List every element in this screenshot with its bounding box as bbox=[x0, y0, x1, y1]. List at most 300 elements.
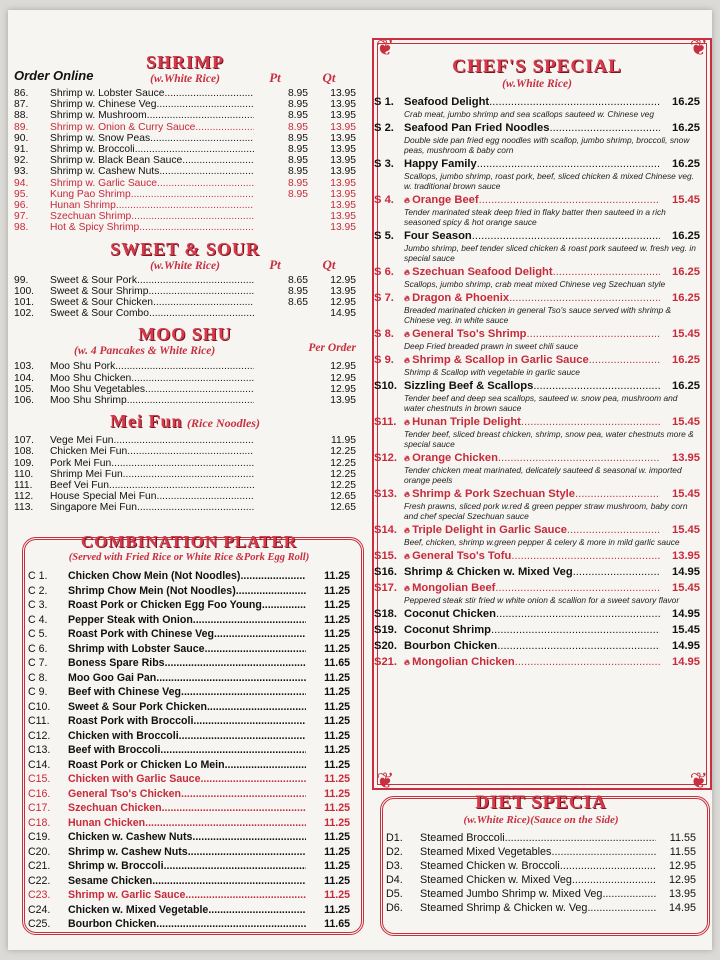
item-number: S20. bbox=[374, 640, 398, 652]
item-description: Tender beef, sliced breast chicken, shrimp, snow pea, water chestnuts more & special sauce bbox=[404, 429, 694, 449]
menu-item-row[interactable] bbox=[14, 446, 356, 457]
item-description: Tender marinated steak deep fried in flaky batter then sauteed in a rich seasoned spicy & hot orange sauce bbox=[404, 207, 666, 227]
item-number: S10. bbox=[374, 380, 398, 392]
item-name bbox=[404, 194, 660, 207]
item-number: 97. bbox=[14, 211, 29, 223]
item-price: 11.25 bbox=[324, 599, 350, 611]
item-name: Boness Spare Ribs ..... bbox=[68, 656, 306, 671]
item-number: C 9. bbox=[28, 686, 48, 698]
item-name-text: Seafood Delight bbox=[404, 96, 490, 108]
item-number: C15. bbox=[28, 773, 51, 785]
menu-item-row[interactable] bbox=[28, 845, 350, 860]
hot-spicy-icon: 🔥︎ bbox=[404, 268, 413, 277]
item-price-pint: 8.95 bbox=[287, 121, 308, 133]
item-price-pint: 8.95 bbox=[287, 132, 308, 144]
menu-item-row[interactable] bbox=[14, 361, 356, 372]
item-name bbox=[404, 158, 660, 171]
menu-item-row[interactable] bbox=[28, 917, 350, 932]
item-name bbox=[404, 608, 660, 621]
item-name: Pork Mei Fun ..... bbox=[50, 458, 254, 469]
item-name: Moo Shu Shrimp ..... bbox=[50, 395, 254, 406]
item-name: Hunan Chicken ..... bbox=[68, 816, 306, 831]
menu-item-row[interactable] bbox=[14, 286, 356, 297]
menu-item-row[interactable] bbox=[28, 888, 350, 903]
item-name bbox=[404, 230, 660, 243]
item-price: 11.65 bbox=[324, 657, 350, 669]
item-price: 13.95 bbox=[330, 211, 356, 223]
item-name bbox=[404, 488, 660, 501]
item-price: 12.65 bbox=[330, 491, 356, 503]
item-number: 103. bbox=[14, 361, 35, 373]
chef-special-item[interactable] bbox=[374, 524, 700, 547]
left-column bbox=[14, 52, 356, 514]
chef-special-item[interactable] bbox=[374, 608, 700, 621]
item-price: 13.95 bbox=[672, 550, 700, 562]
item-number: 111. bbox=[14, 480, 33, 492]
chef-special-item[interactable] bbox=[374, 566, 700, 579]
item-name: Shrimp w. Onion & Curry Sauce ..... bbox=[50, 122, 254, 133]
chef-special-item[interactable] bbox=[374, 328, 700, 351]
item-price: 11.25 bbox=[324, 787, 350, 800]
chef-special-item[interactable] bbox=[374, 582, 700, 605]
item-price: 11.25 bbox=[324, 700, 350, 713]
chef-special-item[interactable] bbox=[374, 452, 700, 485]
qt-header: Qt bbox=[322, 70, 336, 85]
item-number: D1. bbox=[386, 832, 403, 844]
menu-item-row[interactable] bbox=[28, 874, 350, 889]
menu-item-row[interactable] bbox=[28, 569, 350, 584]
section-title: CHEF'S SPECIAL bbox=[452, 56, 622, 77]
menu-item-row[interactable] bbox=[14, 297, 356, 308]
item-price: 13.95 bbox=[330, 222, 356, 234]
menu-item-row[interactable] bbox=[28, 627, 350, 642]
sweet-sour-list bbox=[14, 275, 356, 320]
menu-item-row[interactable] bbox=[14, 275, 356, 286]
item-description: Deep Fried breaded prawn in sweet chili sauce bbox=[404, 341, 579, 351]
item-number: C13. bbox=[28, 744, 51, 756]
item-name-text: Triple Delight in Garlic Sauce bbox=[412, 524, 567, 536]
item-number: C11. bbox=[28, 715, 50, 727]
menu-item-row[interactable] bbox=[14, 373, 356, 384]
item-name bbox=[404, 354, 660, 367]
item-price: 12.95 bbox=[330, 297, 356, 309]
item-price-pint: 8.95 bbox=[287, 177, 308, 189]
item-price: 14.95 bbox=[668, 902, 696, 914]
menu-item-row[interactable] bbox=[28, 613, 350, 628]
item-name: Shrimp w. Broccoli ..... bbox=[68, 859, 306, 874]
item-number: 109. bbox=[14, 457, 35, 469]
chef-special-item[interactable] bbox=[374, 550, 700, 563]
menu-item-row[interactable] bbox=[14, 88, 356, 99]
item-name: Moo Shu Vegetables ..... bbox=[50, 384, 254, 395]
item-price-pint: 8.95 bbox=[287, 155, 308, 167]
menu-item-row[interactable] bbox=[14, 178, 356, 189]
item-name: Sweet & Sour Shrimp ..... bbox=[50, 286, 254, 297]
item-name: Szechuan Chicken ..... bbox=[68, 801, 306, 816]
section-subtitle: (w.White Rice)(Sauce on the Side) bbox=[463, 814, 619, 826]
item-number: 105. bbox=[14, 383, 35, 395]
chef-special-item[interactable] bbox=[374, 640, 700, 653]
item-price: 11.25 bbox=[324, 816, 350, 829]
item-number: D6. bbox=[386, 902, 403, 914]
moo-shu-section-header bbox=[14, 324, 356, 357]
menu-item-row[interactable] bbox=[28, 903, 350, 918]
diet-list bbox=[386, 831, 696, 915]
item-price: 11.25 bbox=[324, 642, 350, 655]
item-price-pint: 8.95 bbox=[287, 99, 308, 111]
item-number: 92. bbox=[14, 155, 29, 167]
item-name: Sesame Chicken ..... bbox=[68, 874, 306, 889]
chef-special-item[interactable] bbox=[374, 354, 700, 377]
item-number: S17. bbox=[374, 582, 398, 594]
item-number: C20. bbox=[28, 845, 51, 858]
menu-item-row[interactable] bbox=[28, 584, 350, 599]
item-description: Beef, chicken, shrimp w.green pepper & celery & more in mild garlic sauce bbox=[404, 537, 680, 547]
item-name-text: Coconut Chicken bbox=[404, 608, 496, 620]
item-name-text: General Tso's Tofu bbox=[412, 550, 512, 562]
item-price: 13.95 bbox=[330, 88, 356, 99]
item-number: C18. bbox=[28, 816, 51, 829]
item-price: 16.25 bbox=[672, 230, 700, 242]
pt-header: Pt bbox=[269, 70, 281, 85]
item-number: C 5. bbox=[28, 628, 48, 640]
item-description: Tender beef and deep sea scallops, sauteed w. snow pea, mushroom and water chestnuts in brown sauce bbox=[404, 393, 678, 413]
item-description: Scallops, jumbo shrimp, roast pork, beef, sliced chicken & mixed Chinese veg. w. traditional brown sauce bbox=[404, 171, 695, 191]
item-number: C12. bbox=[28, 729, 51, 742]
item-price: 13.95 bbox=[330, 99, 356, 111]
per-order-header: Per Order bbox=[308, 342, 356, 355]
menu-item-row[interactable] bbox=[14, 491, 356, 502]
item-name-text: Shrimp & Chicken w. Mixed Veg bbox=[404, 566, 573, 578]
item-number: C25. bbox=[28, 918, 51, 930]
item-number: C14. bbox=[28, 758, 51, 771]
chef-special-row bbox=[374, 122, 700, 135]
item-name: Shrimp w. Black Bean Sauce ..... bbox=[50, 155, 254, 166]
item-price: 14.95 bbox=[672, 640, 700, 652]
item-price: 13.95 bbox=[330, 200, 356, 212]
chef-special-item[interactable] bbox=[374, 122, 700, 155]
menu-item-row[interactable] bbox=[28, 700, 350, 715]
menu-item-row[interactable] bbox=[14, 469, 356, 480]
menu-item-row[interactable] bbox=[14, 166, 356, 177]
order-online-label[interactable]: Order Online bbox=[14, 68, 94, 83]
chef-special-row bbox=[374, 230, 700, 243]
item-name: Steamed Jumbo Shrimp w. Mixed Veg ..... bbox=[420, 887, 656, 901]
item-name: Steamed Shrimp & Chicken w. Veg ..... bbox=[420, 901, 656, 915]
item-number: C16. bbox=[28, 787, 51, 800]
item-name: Shrimp w. Broccoli ..... bbox=[50, 144, 254, 155]
menu-item-row[interactable] bbox=[14, 99, 356, 110]
menu-item-row[interactable] bbox=[386, 873, 696, 887]
section-subtitle: (w.White Rice) bbox=[150, 259, 220, 272]
item-name: Moo Shu Chicken ..... bbox=[50, 373, 254, 384]
item-number: 102. bbox=[14, 308, 35, 320]
item-name: Sweet & Sour Pork Chicken ..... bbox=[68, 700, 306, 715]
item-description: Crab meat, jumbo shrimp and sea scallops sauteed w. Chinese veg bbox=[404, 109, 654, 119]
item-name: Shrimp w. Garlic Sauce ..... bbox=[68, 888, 306, 903]
item-name-text: Hunan Triple Delight bbox=[412, 416, 521, 428]
item-price: 13.95 bbox=[330, 144, 356, 156]
menu-item-row[interactable] bbox=[28, 743, 350, 758]
menu-item-row[interactable] bbox=[28, 642, 350, 657]
item-price: 12.95 bbox=[330, 372, 356, 384]
section-subtitle: (w.White Rice) bbox=[502, 78, 572, 90]
menu-item-row[interactable] bbox=[386, 859, 696, 873]
item-name: Steamed Chicken w. Mixed Veg ..... bbox=[420, 873, 656, 887]
item-name-text: General Tso's Shrimp bbox=[412, 328, 527, 340]
chef-special-row bbox=[374, 582, 700, 595]
item-price: 11.95 bbox=[330, 435, 356, 447]
item-name: Roast Pork with Chinese Veg ..... bbox=[68, 627, 306, 642]
item-name: Bourbon Chicken ..... bbox=[68, 917, 306, 932]
item-price-pint: 8.65 bbox=[287, 297, 308, 309]
item-name: Chicken w. Mixed Vegetable ..... bbox=[68, 903, 306, 918]
chef-special-row bbox=[374, 566, 700, 579]
chef-special-item[interactable] bbox=[374, 488, 700, 521]
item-number: 100. bbox=[14, 285, 35, 297]
chef-special-item[interactable] bbox=[374, 656, 700, 669]
item-name-text: Shrimp & Scallop in Garlic Sauce bbox=[412, 354, 589, 366]
chef-special-item[interactable] bbox=[374, 158, 700, 191]
hot-spicy-icon: 🔥︎ bbox=[404, 294, 413, 303]
item-number: 110. bbox=[14, 468, 34, 480]
item-price: 11.25 bbox=[324, 729, 350, 742]
item-number: S 5. bbox=[374, 230, 394, 242]
menu-item-row[interactable] bbox=[386, 901, 696, 915]
item-name: Shrimp w. Chinese Veg ..... bbox=[50, 99, 254, 110]
item-number: 99. bbox=[14, 274, 29, 286]
menu-item-row[interactable] bbox=[386, 887, 696, 901]
item-number: D4. bbox=[386, 874, 403, 886]
hot-spicy-icon: 🔥︎ bbox=[404, 552, 413, 561]
item-name bbox=[404, 524, 660, 537]
item-price: 11.25 bbox=[324, 686, 350, 698]
item-price: 11.25 bbox=[324, 831, 350, 843]
chef-special-item[interactable] bbox=[374, 624, 700, 637]
item-number: S18. bbox=[374, 608, 398, 620]
menu-item-row[interactable] bbox=[14, 189, 356, 200]
item-price: 13.95 bbox=[330, 121, 356, 133]
menu-item-row[interactable] bbox=[14, 133, 356, 144]
menu-item-row[interactable] bbox=[14, 395, 356, 406]
item-name bbox=[404, 640, 660, 653]
menu-item-row[interactable] bbox=[14, 435, 356, 446]
hot-spicy-icon: 🔥︎ bbox=[404, 584, 413, 593]
item-name: Chicken with Broccoli ..... bbox=[68, 729, 306, 744]
item-price: 12.95 bbox=[330, 361, 356, 373]
item-price: 12.95 bbox=[668, 860, 696, 872]
chef-special-row bbox=[374, 524, 700, 537]
item-price: 11.65 bbox=[324, 918, 350, 930]
menu-item-row[interactable] bbox=[14, 122, 356, 133]
item-price: 11.25 bbox=[324, 584, 350, 597]
menu-item-row[interactable] bbox=[28, 859, 350, 874]
hot-spicy-icon: 🔥︎ bbox=[404, 454, 413, 463]
menu-item-row[interactable] bbox=[14, 144, 356, 155]
chef-special-row bbox=[374, 292, 700, 305]
item-price: 11.25 bbox=[324, 758, 350, 771]
item-price: 11.25 bbox=[324, 613, 350, 626]
item-name bbox=[404, 656, 660, 669]
menu-item-row[interactable] bbox=[14, 458, 356, 469]
item-name: Moo Goo Gai Pan ..... bbox=[68, 671, 306, 686]
item-name: Beef Vei Fun ..... bbox=[50, 480, 254, 491]
item-description: Jumbo shrimp, beef tender sliced chicken & roast pork sauteed w. fresh veg. in special sauce bbox=[404, 243, 696, 263]
item-name: Chicken with Garlic Sauce ..... bbox=[68, 772, 306, 787]
item-price: 15.45 bbox=[672, 624, 700, 636]
menu-item-row[interactable] bbox=[14, 480, 356, 491]
menu-item-row[interactable] bbox=[28, 671, 350, 686]
item-name-text: Coconut Shrimp bbox=[404, 624, 492, 636]
chef-special-row bbox=[374, 550, 700, 563]
item-number: S 7. bbox=[374, 292, 394, 304]
item-number: S11. bbox=[374, 416, 397, 428]
chef-special-item[interactable] bbox=[374, 266, 700, 289]
item-price: 15.45 bbox=[672, 328, 700, 340]
menu-item-row[interactable] bbox=[28, 801, 350, 816]
chef-special-item[interactable] bbox=[374, 96, 700, 119]
item-number: 101. bbox=[14, 297, 35, 309]
menu-item-row[interactable] bbox=[28, 830, 350, 845]
item-name-text: Mongolian Beef bbox=[412, 582, 496, 594]
item-name bbox=[404, 550, 660, 563]
menu-item-row[interactable] bbox=[386, 831, 696, 845]
chef-special-row bbox=[374, 266, 700, 279]
item-name-text: Four Season bbox=[404, 230, 472, 242]
item-price: 11.25 bbox=[324, 671, 350, 684]
item-number: D5. bbox=[386, 888, 403, 900]
item-number: 96. bbox=[14, 200, 29, 212]
item-price: 11.25 bbox=[324, 744, 350, 756]
menu-item-row[interactable] bbox=[14, 211, 356, 222]
item-name bbox=[404, 416, 660, 429]
item-name: Sweet & Sour Pork ..... bbox=[50, 275, 254, 286]
chef-special-row bbox=[374, 640, 700, 653]
menu-item-row[interactable] bbox=[386, 845, 696, 859]
item-number: C17. bbox=[28, 802, 51, 814]
mei-fun-section-header bbox=[14, 411, 356, 432]
item-description: Tender chicken meat marinated, delicately sauteed & seasonal w. imported orange peels bbox=[404, 465, 682, 485]
menu-item-row[interactable] bbox=[28, 685, 350, 700]
menu-item-row[interactable] bbox=[28, 816, 350, 831]
item-name bbox=[404, 566, 660, 579]
item-name: Chicken Chow Mein (Not Noodles) ..... bbox=[68, 569, 306, 584]
item-number: 87. bbox=[14, 99, 29, 111]
menu-item-row[interactable] bbox=[28, 714, 350, 729]
pt-header: Pt bbox=[269, 256, 281, 272]
item-number: 104. bbox=[14, 372, 35, 384]
chef-special-row bbox=[374, 452, 700, 465]
item-number: D2. bbox=[386, 846, 403, 858]
item-name: Sweet & Sour Combo ..... bbox=[50, 308, 254, 319]
item-price: 13.95 bbox=[330, 177, 356, 189]
menu-item-row[interactable] bbox=[14, 308, 356, 319]
chef-special-item[interactable] bbox=[374, 292, 700, 325]
item-price: 16.25 bbox=[672, 292, 700, 304]
item-number: 94. bbox=[14, 177, 29, 189]
item-number: C 3. bbox=[28, 599, 48, 611]
section-title: COMBINATION PLATER bbox=[80, 532, 298, 551]
item-number: S 9. bbox=[374, 354, 394, 366]
item-price: 13.95 bbox=[330, 132, 356, 144]
menu-item-row[interactable] bbox=[14, 200, 356, 211]
item-price: 15.45 bbox=[672, 194, 700, 206]
chef-special-item[interactable] bbox=[374, 416, 700, 449]
column-headers bbox=[248, 70, 356, 86]
item-price: 11.25 bbox=[324, 845, 350, 858]
item-name-text: Sizzling Beef & Scallops bbox=[404, 380, 534, 392]
menu-item-row[interactable] bbox=[14, 110, 356, 121]
item-number: C 4. bbox=[28, 613, 48, 626]
item-price: 16.25 bbox=[672, 380, 700, 392]
item-price-pint: 8.95 bbox=[287, 144, 308, 156]
item-number: S12. bbox=[374, 452, 398, 464]
menu-item-row[interactable] bbox=[28, 598, 350, 613]
item-name: Steamed Broccoli ..... bbox=[420, 831, 656, 845]
menu-item-row[interactable] bbox=[14, 384, 356, 395]
chef-special-row bbox=[374, 416, 700, 429]
item-name-text: Shrimp & Pork Szechuan Style bbox=[412, 488, 575, 500]
item-name bbox=[404, 96, 660, 109]
item-name: Shrimp w. Mushroom ..... bbox=[50, 110, 254, 121]
item-price: 13.95 bbox=[330, 188, 356, 200]
item-name: Roast Pork with Broccoli ..... bbox=[68, 714, 306, 729]
item-name: Hot & Spicy Shrimp ..... bbox=[50, 222, 254, 233]
chef-special-item[interactable] bbox=[374, 194, 700, 227]
hot-spicy-icon: 🔥︎ bbox=[404, 658, 413, 667]
item-number: C22. bbox=[28, 874, 51, 887]
chef-special-item[interactable] bbox=[374, 380, 700, 413]
menu-item-row[interactable] bbox=[28, 656, 350, 671]
item-number: S14. bbox=[374, 524, 398, 536]
item-price: 11.25 bbox=[324, 874, 350, 887]
item-number: S 8. bbox=[374, 328, 394, 340]
menu-item-row[interactable] bbox=[28, 729, 350, 744]
corner-ornament-icon: ❦ bbox=[376, 769, 395, 794]
item-price: 13.95 bbox=[672, 452, 700, 464]
menu-item-row[interactable] bbox=[14, 155, 356, 166]
shrimp-list bbox=[14, 88, 356, 234]
menu-item-row[interactable] bbox=[14, 502, 356, 513]
item-number: C 1. bbox=[28, 570, 48, 582]
section-subtitle: (Served with Fried Rice or White Rice &Pork Egg Roll) bbox=[68, 552, 310, 563]
item-price: 16.25 bbox=[672, 354, 700, 366]
item-number: 90. bbox=[14, 132, 29, 144]
item-number: C24. bbox=[28, 903, 51, 916]
item-price: 12.25 bbox=[330, 446, 356, 458]
menu-item-row[interactable] bbox=[14, 222, 356, 233]
item-number: 107. bbox=[14, 435, 35, 447]
item-name: Shrimp w. Snow Peas ..... bbox=[50, 133, 254, 144]
chef-special-item[interactable] bbox=[374, 230, 700, 263]
item-price: 13.95 bbox=[330, 285, 356, 297]
menu-item-row[interactable] bbox=[28, 787, 350, 802]
item-number: S 3. bbox=[374, 158, 394, 170]
menu-item-row[interactable] bbox=[28, 758, 350, 773]
chef-special-row bbox=[374, 380, 700, 393]
item-description: Breaded marinated chicken in general Tso's sauce served with shrimp & Chinese veg. in white sauce bbox=[404, 305, 672, 325]
item-name: Shrimp with Lobster Sauce ..... bbox=[68, 642, 306, 657]
item-name: Vege Mei Fun ..... bbox=[50, 435, 254, 446]
shrimp-section-header bbox=[14, 52, 356, 85]
menu-item-row[interactable] bbox=[28, 772, 350, 787]
item-name: Steamed Chicken w. Broccoli ..... bbox=[420, 859, 656, 873]
combination-list bbox=[28, 569, 350, 932]
section-subtitle: (w.White Rice) bbox=[150, 73, 220, 85]
item-number: S 4. bbox=[374, 194, 394, 206]
chef-special-row bbox=[374, 194, 700, 207]
item-price: 11.25 bbox=[324, 570, 350, 582]
